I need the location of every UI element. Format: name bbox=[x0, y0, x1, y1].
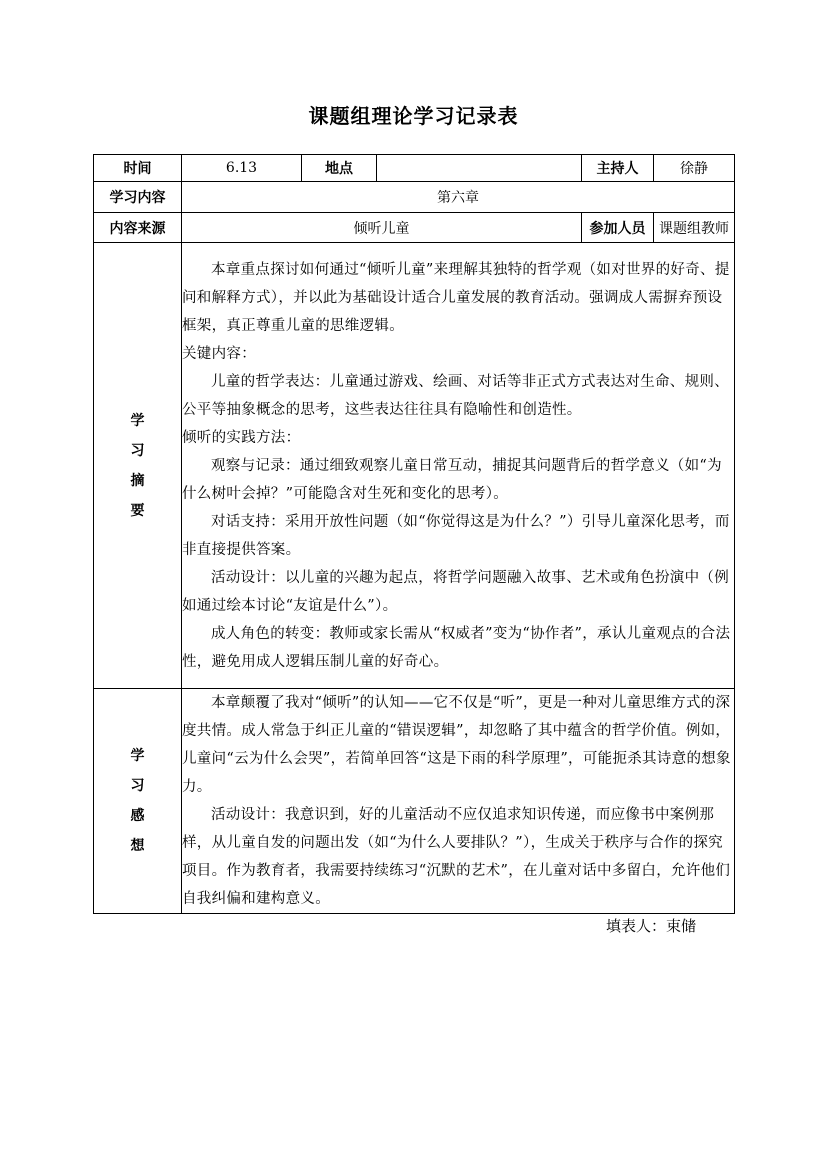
reflection-body bbox=[182, 689, 735, 914]
summary-label-char: 要 bbox=[130, 502, 145, 519]
reflection-paragraph: 本章颠覆了我对“倾听”的认知——它不仅是“听”，更是一种对儿童思维方式的深度共情。成人常急于纠正儿童的“错误逻辑”，却忽略了其中蕴含的哲学价值。例如，儿童问“云为什么会哭”，若简单回答“这是下雨的科学原理”，可能扼杀其诗意的想象力。 bbox=[182, 695, 731, 795]
reflection-label-char: 学 bbox=[130, 748, 145, 764]
content-value: 第六章 bbox=[182, 182, 735, 213]
time-label: 时间 bbox=[94, 155, 182, 182]
participants-label: 参加人员 bbox=[582, 213, 654, 243]
row-content bbox=[94, 182, 735, 213]
record-table bbox=[93, 154, 735, 914]
reflection-paragraph: 活动设计：我意识到，好的儿童活动不应仅追求知识传递，而应像书中案例那样，从儿童自发的问题出发（如“为什么人要排队？”），生成关于秩序与合作的探究项目。作为教育者，我需要持续练习“沉默的艺术”，在儿童对话中多留白，允许他们自我纠偏和建构意义。 bbox=[182, 807, 731, 907]
summary-paragraph: 儿童的哲学表达：儿童通过游戏、绘画、对话等非正式方式表达对生命、规则、公平等抽象概念的思考，这些表达往往具有隐喻性和创造性。 bbox=[182, 373, 729, 418]
summary-label-char: 摘 bbox=[130, 472, 145, 489]
summary-label-char: 学 bbox=[130, 412, 145, 429]
row-reflection bbox=[94, 689, 735, 914]
summary-paragraph: 关键内容： bbox=[182, 345, 256, 362]
reflection-label-char: 想 bbox=[130, 838, 145, 854]
place-value bbox=[377, 155, 582, 182]
row-source bbox=[94, 213, 735, 243]
summary-paragraph: 活动设计：以儿童的兴趣为起点，将哲学问题融入故事、艺术或角色扮演中（例如通过绘本讨论“友谊是什么”）。 bbox=[182, 569, 729, 614]
source-value: 倾听儿童 bbox=[182, 213, 582, 243]
summary-paragraph: 倾听的实践方法： bbox=[182, 429, 301, 446]
reflection-label-char: 感 bbox=[130, 808, 145, 824]
summary-paragraph: 观察与记录：通过细致观察儿童日常互动，捕捉其问题背后的哲学意义（如“为什么树叶会掉？”可能隐含对生死和变化的思考）。 bbox=[182, 457, 722, 502]
summary-label-char: 习 bbox=[130, 442, 145, 459]
filler-signature: 填表人：束储 bbox=[606, 917, 697, 935]
time-value: 6.13 bbox=[182, 155, 302, 182]
summary-label bbox=[94, 243, 182, 689]
summary-body bbox=[182, 243, 735, 689]
source-label: 内容来源 bbox=[94, 213, 182, 243]
summary-paragraph: 成人角色的转变：教师或家长需从“权威者”变为“协作者”，承认儿童观点的合法性，避免用成人逻辑压制儿童的好奇心。 bbox=[182, 625, 731, 670]
participants-value: 课题组教师 bbox=[654, 213, 735, 243]
reflection-label bbox=[94, 689, 182, 914]
summary-paragraph: 对话支持：采用开放性问题（如“你觉得这是为什么？”）引导儿童深化思考，而非直接提供答案。 bbox=[182, 513, 730, 558]
host-value: 徐静 bbox=[654, 155, 735, 182]
row-time bbox=[94, 155, 735, 182]
content-label: 学习内容 bbox=[94, 182, 182, 213]
page-title: 课题组理论学习记录表 bbox=[308, 104, 519, 128]
reflection-label-char: 习 bbox=[130, 778, 145, 794]
place-label: 地点 bbox=[302, 155, 377, 182]
summary-paragraph: 本章重点探讨如何通过“倾听儿童”来理解其独特的哲学观（如对世界的好奇、提问和解释方式），并以此为基础设计适合儿童发展的教育活动。强调成人需摒弃预设框架，真正尊重儿童的思维逻辑。 bbox=[182, 261, 730, 334]
row-summary bbox=[94, 243, 735, 689]
host-label: 主持人 bbox=[582, 155, 654, 182]
